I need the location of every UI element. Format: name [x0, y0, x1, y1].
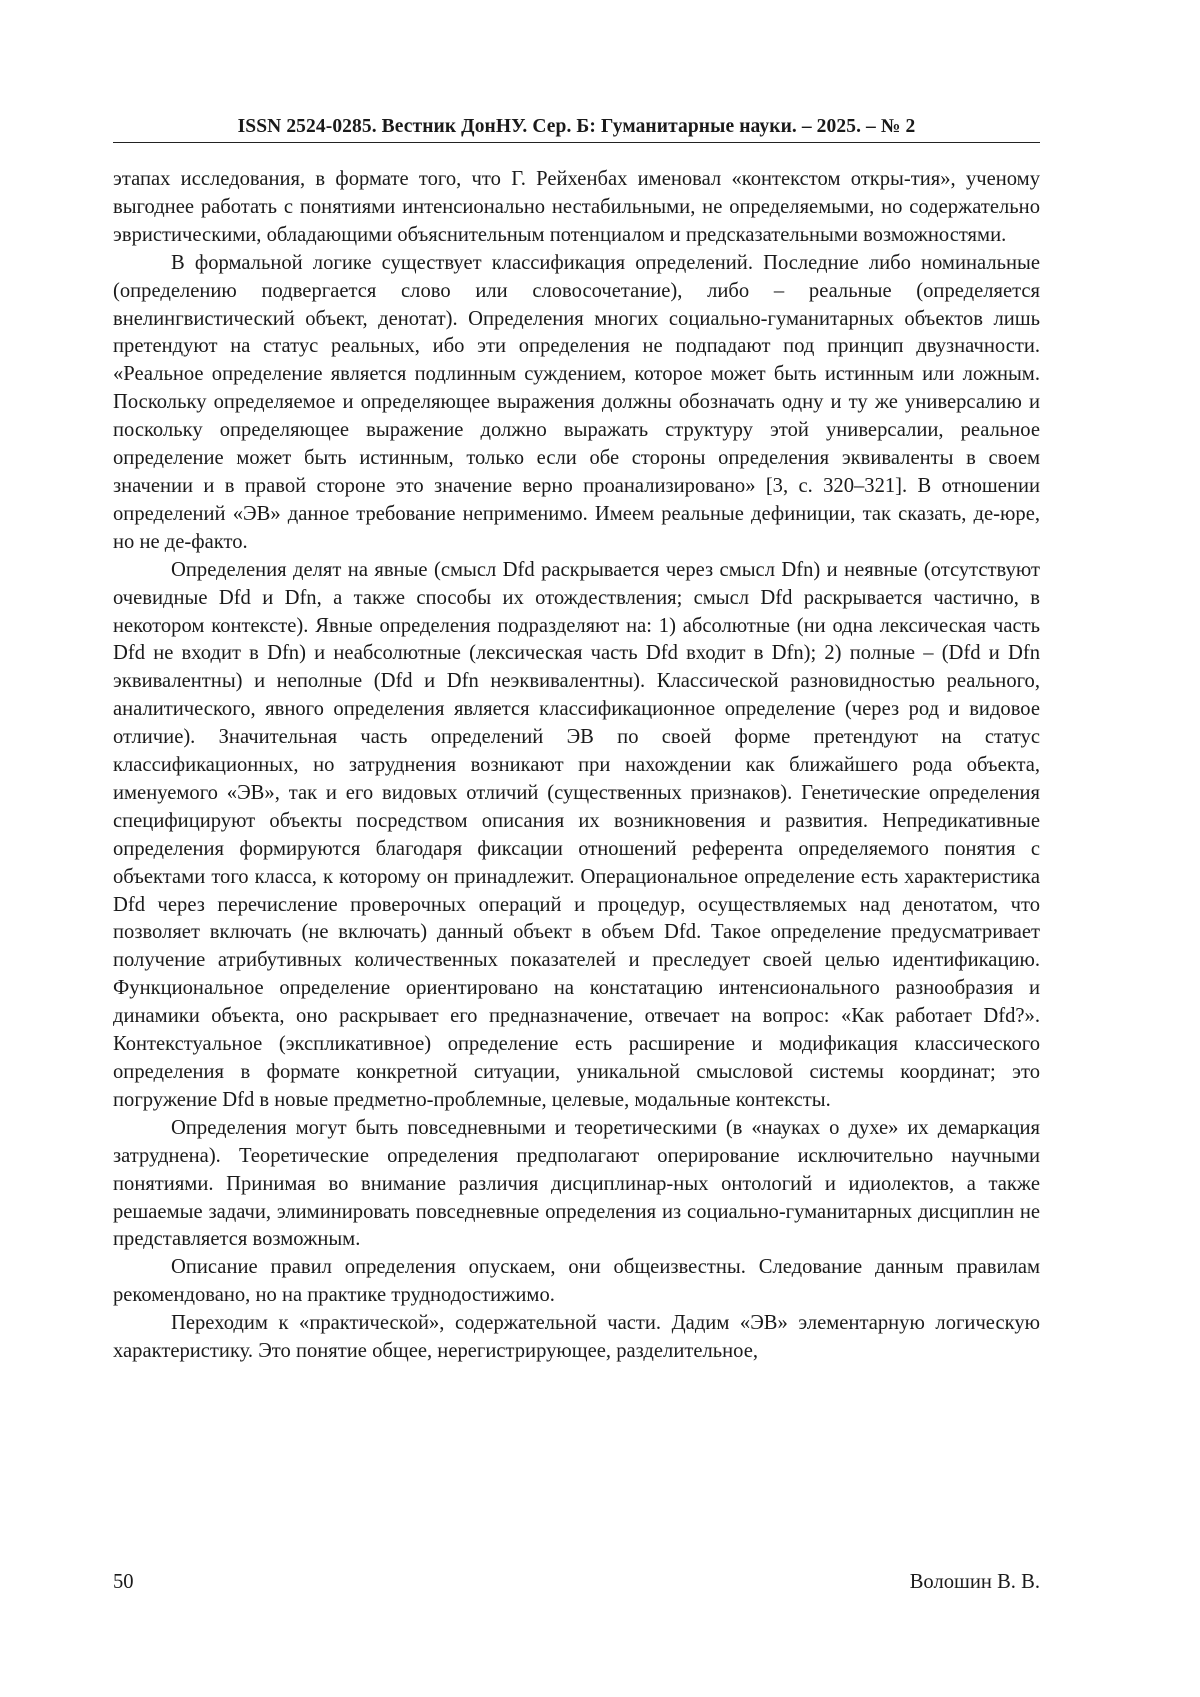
running-header: ISSN 2524-0285. Вестник ДонНУ. Сер. Б: Гуманитарные науки. – 2025. – № 2 — [237, 116, 916, 137]
paragraph-definition-rules: Описание правил определения опускаем, они общеизвестны. Следование данным правилам рекомендовано, но на практике труднодостижимо. — [113, 1256, 1040, 1307]
paragraph-continuation: этапах исследования, в формате того, что Г. Рейхенбах именовал «контекстом откры-тия», ученому выгоднее работать с понятиями интенсионально нестабильными, не определяемыми, но содержательно эвристическими, обладающими объяснительным потенциалом и предсказательными возможностями. — [113, 168, 1040, 246]
article-body — [113, 166, 1040, 1366]
author-name: Волошин В. В. — [909, 1571, 1040, 1593]
paragraph-everyday-theoretical-definitions: Определения могут быть повседневными и теоретическими (в «науках о духе» их демаркация затруднена). Теоретические определения предполагают оперирование исключительно научными понятиями. Принимая во внимание различия дисциплинар-ных онтологий и идиолектов, а также решаемые задачи, элиминировать повседневные определения из социально-гуманитарных дисциплин не представляется возможным. — [113, 1116, 1040, 1251]
header-divider — [113, 142, 1040, 143]
paragraph-definition-classification: В формальной логике существует классификация определений. Последние либо номинальные (определению подвергается слово или словосочетание), либо – реальные (определяется внелингвистический объект, денотат). Определения многих социально-гуманитарных объектов лишь претендуют на статус реальных, ибо эти определения не подпадают под принцип двузначности. «Реальное определение является подлинным суждением, которое может быть истинным или ложным. Поскольку определяемое и определяющее выражения должны обозначать одну и ту же универсалию и поскольку определяющее выражение должно выражать структуру этой универсалии, реальное определение может быть истинным, только если обе стороны определения эквиваленты в своем значении и в правой стороне это значение верно проанализировано» [3, с. 320–321]. В отношении определений «ЭВ» данное требование неприменимо. Имеем реальные дефиниции, так сказать, де-юре, но не де-факто. — [113, 251, 1040, 553]
page-footer — [113, 1568, 1040, 1596]
paragraph-practical-part: Переходим к «практической», содержательной части. Дадим «ЭВ» элементарную логическую характеристику. Это понятие общее, нерегистрирующее, разделительное, — [113, 1312, 1040, 1363]
paragraph-explicit-implicit-definitions: Определения делят на явные (смысл Dfd раскрывается через смысл Dfn) и неявные (отсутствуют очевидные Dfd и Dfn, а также способы их отождествления; смысл Dfd раскрывается частично, в некотором контексте). Явные определения подразделяют на: 1) абсолютные (ни одна лексическая часть Dfd не входит в Dfn) и неабсолютные (лексическая часть Dfd входит в Dfn); 2) полные – (Dfd и Dfn эквивалентны) и неполные (Dfd и Dfn неэквивалентны). Классической разновидностью реального, аналитического, явного определения является классификационное определение (через род и видовое отличие). Значительная часть определений ЭВ по своей форме претендуют на статус классификационных, но затруднения возникают при нахождении как ближайшего рода объекта, именуемого «ЭВ», так и его видовых отличий (существенных признаков). Генетические определения специфицируют объекты посредством описания их возникновения и развития. Непредикативные определения формируются благодаря фиксации отношений референта определяемого понятия с объектами того класса, к которому он принадлежит. Операциональное определение есть характеристика Dfd через перечисление проверочных операций и процедур, осуществляемых над денотатом, что позволяет включать (не включать) данный объект в объем Dfd. Такое определение предусматривает получение атрибутивных количественных показателей и преследует своей целью идентификацию. Функциональное определение ориентировано на констатацию интенсионального разнообразия и динамики объекта, оно раскрывает его предназначение, отвечает на вопрос: «Как работает Dfd?». Контекстуальное (экспликативное) определение есть расширение и модификация классического определения в формате конкретной ситуации, уникальной смысловой системы координат; это погружение Dfd в новые предметно-проблемные, целевые, модальные контексты. — [113, 558, 1040, 1111]
page-number: 50 — [113, 1571, 134, 1593]
